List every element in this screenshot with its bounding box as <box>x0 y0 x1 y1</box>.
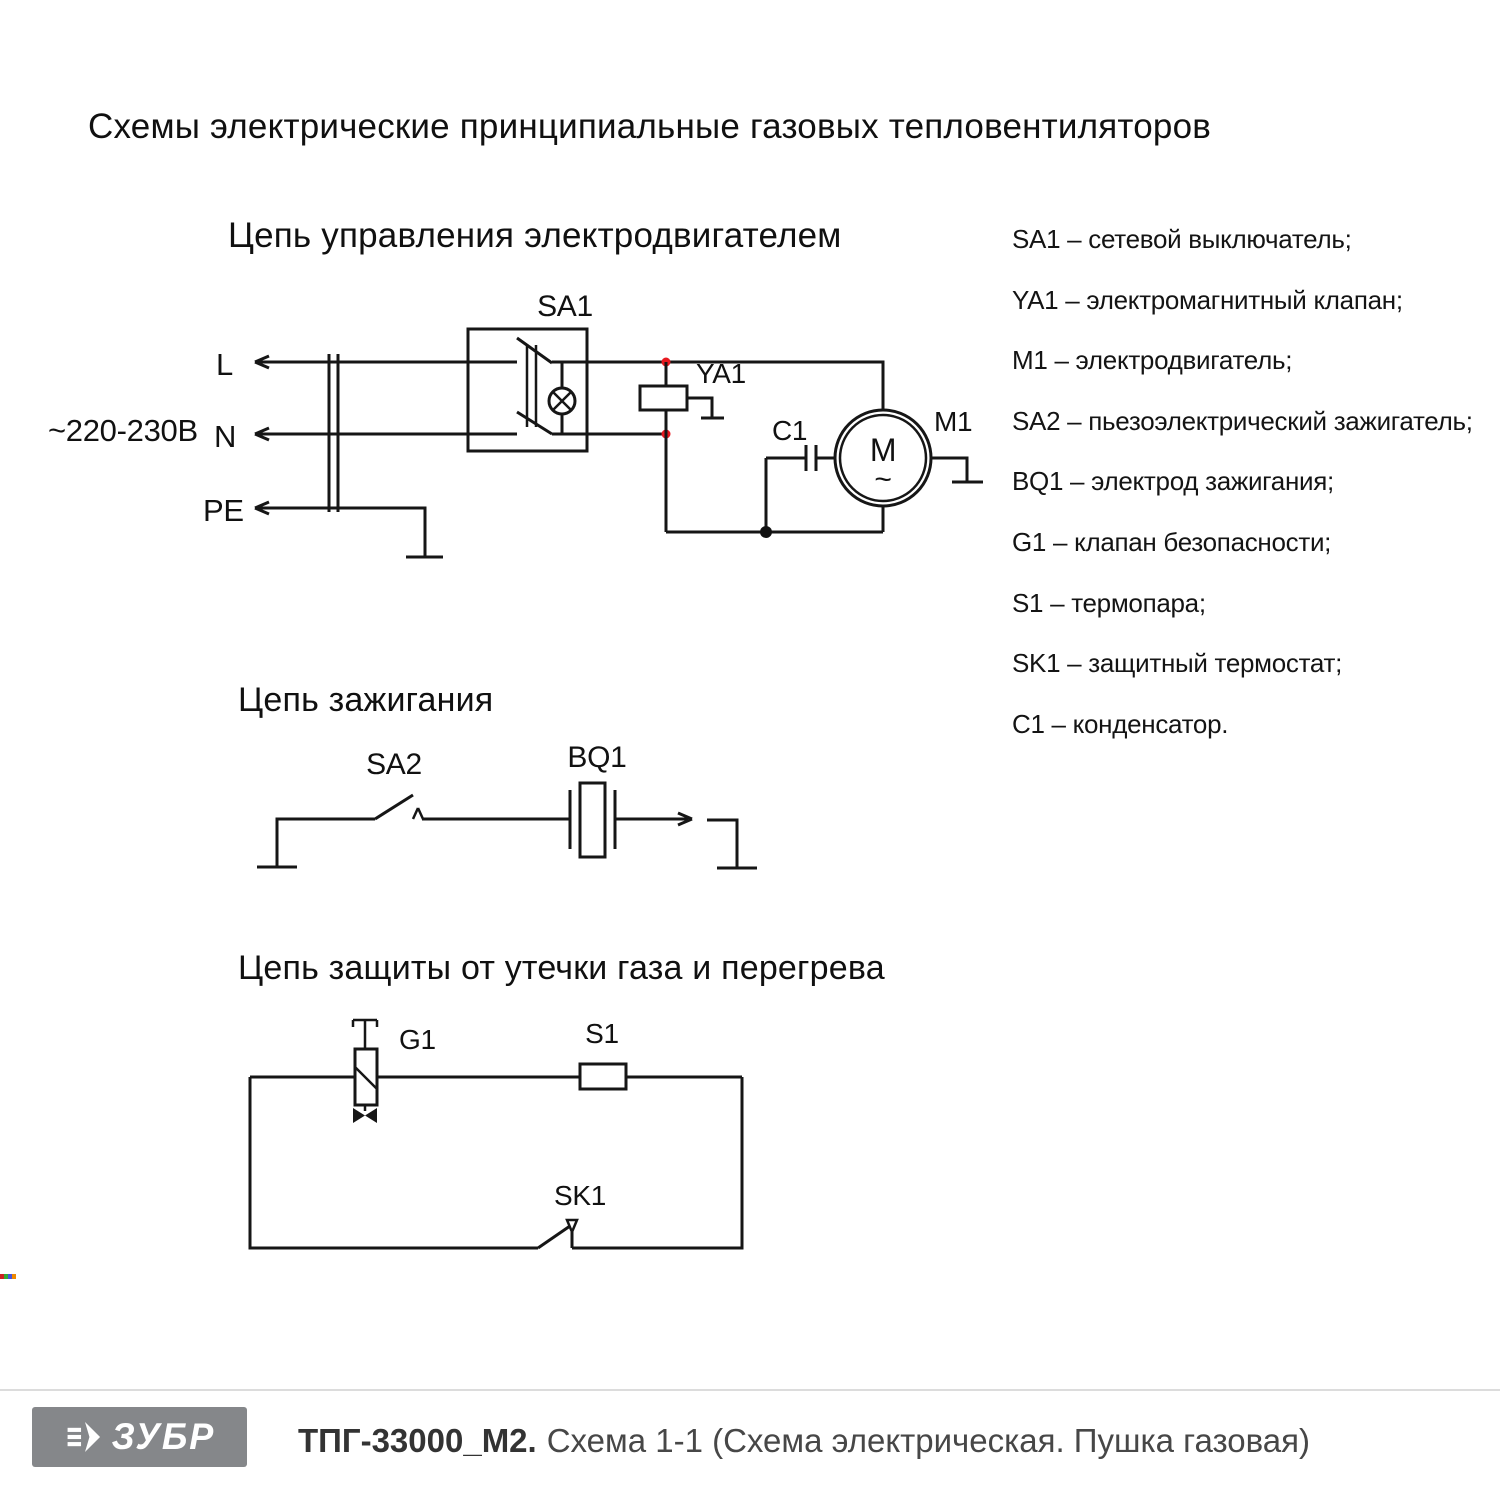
valve-bowtie-left <box>353 1108 365 1123</box>
c1-capacitor-symbol <box>666 415 883 538</box>
page-title: Схемы электрические принципиальные газовых тепловентиляторов <box>88 107 1212 146</box>
s1-label: S1 <box>585 1018 619 1049</box>
ya1-label: YA1 <box>696 358 746 389</box>
indicator-lamp-icon <box>549 363 575 434</box>
brand-logo <box>32 1407 247 1467</box>
sa1-label: SA1 <box>537 290 593 323</box>
brand-name: ЗУБР <box>111 1415 216 1458</box>
supply-arrows <box>255 356 468 557</box>
legend-item: SA1 – сетевой выключатель; <box>1012 224 1352 254</box>
wire-label-l: L <box>216 347 233 382</box>
voltage-label: ~220-230В <box>48 413 198 448</box>
thermostat-contact-triangle <box>567 1220 577 1232</box>
protection-circuit-title: Цепь защиты от утечки газа и перегрева <box>238 949 885 987</box>
g1-label: G1 <box>399 1024 436 1055</box>
ignition-circuit-diagram <box>230 735 790 885</box>
ya1-valve-symbol <box>640 358 746 533</box>
component-legend <box>1012 224 1473 769</box>
legend-item: YA1 – электромагнитный клапан; <box>1012 284 1403 315</box>
protection-circuit-diagram <box>240 1005 760 1265</box>
loop-wires <box>250 1077 742 1248</box>
g1-safety-valve-symbol <box>353 1020 436 1123</box>
c1-label: C1 <box>772 415 808 446</box>
sa2-switch-symbol <box>257 748 570 867</box>
supply-labels <box>48 347 244 528</box>
motor-ac-sign: ~ <box>874 463 892 496</box>
s1-thermocouple-symbol <box>580 1018 626 1089</box>
spark-electrode-ground <box>707 820 757 868</box>
legend-item: M1 – электродвигатель; <box>1012 345 1293 376</box>
legend-item: SA2 – пьезоэлектрический зажигатель; <box>1012 405 1473 436</box>
edge-artifact <box>0 1274 16 1279</box>
wire-label-n: N <box>214 419 237 454</box>
m1-motor-symbol <box>835 406 983 532</box>
ignition-circuit-title: Цепь зажигания <box>238 681 494 719</box>
bq1-electrode-symbol <box>567 741 692 857</box>
legend-item: S1 – термопара; <box>1012 587 1206 618</box>
model-number: ТПГ-33000_М2. <box>298 1422 537 1459</box>
sa1-switch-symbol <box>468 290 883 451</box>
control-circuit-title: Цепь управления электродвигателем <box>228 216 842 255</box>
footer-divider <box>0 1389 1500 1391</box>
legend-item: SK1 – защитный термостат; <box>1012 648 1343 679</box>
sk1-label: SK1 <box>553 1180 607 1211</box>
control-circuit-diagram <box>40 275 1000 585</box>
sk1-thermostat-symbol <box>538 1180 606 1248</box>
footer-caption-row <box>298 1422 1310 1460</box>
zubr-arrow-icon <box>64 1418 106 1456</box>
scheme-caption: Схема 1-1 (Схема электрическая. Пушка газовая) <box>546 1422 1310 1459</box>
legend-item: BQ1 – электрод зажигания; <box>1012 466 1334 497</box>
legend-item: C1 – конденсатор. <box>1012 708 1229 739</box>
wire-label-pe: PE <box>203 493 244 528</box>
legend-item: G1 – клапан безопасности; <box>1012 526 1332 557</box>
m1-label: M1 <box>934 406 973 437</box>
motor-letter: М <box>869 432 897 468</box>
junction-dot <box>760 526 772 538</box>
valve-bowtie-right <box>365 1108 377 1123</box>
sa2-label: SA2 <box>366 748 422 781</box>
bq1-label: BQ1 <box>567 741 627 774</box>
